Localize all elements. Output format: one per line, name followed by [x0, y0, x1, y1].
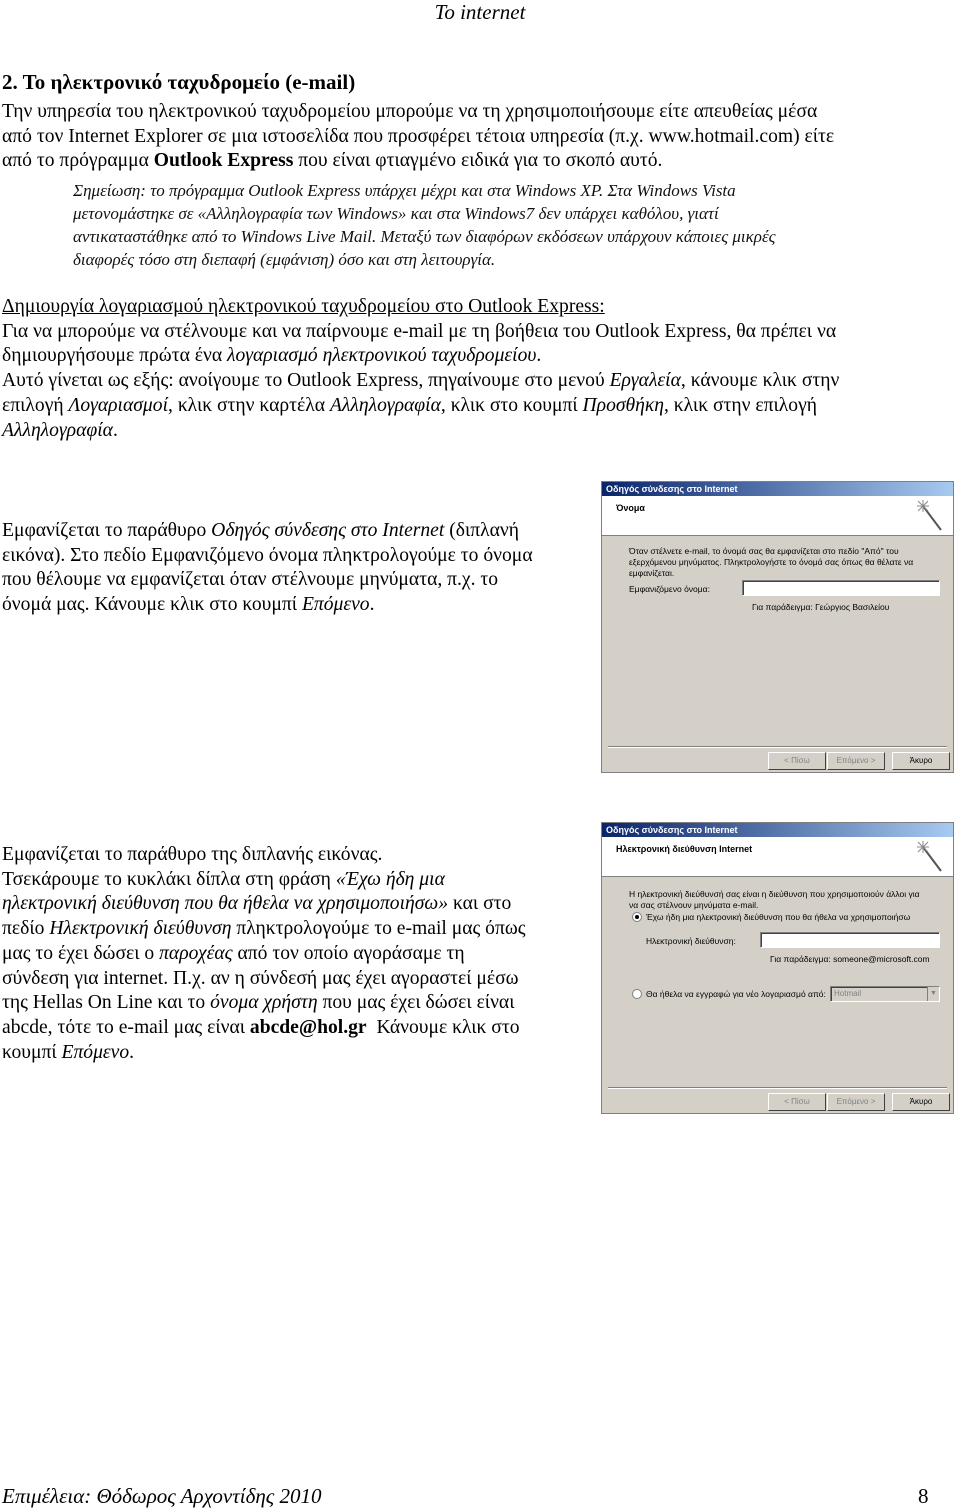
step2-line-5-post: από τον οποίο αγοράσαμε τη	[232, 942, 465, 964]
step2-line-8-pre: abcde, τότε το e-mail μας είναι	[2, 1016, 250, 1038]
new-account-label: Θα ήθελα να εγγραφώ για νέο λογαριασμό από:	[646, 989, 826, 999]
dialog-description	[629, 546, 913, 579]
dialog-separator	[608, 746, 947, 748]
account-p2-line-3	[2, 419, 938, 444]
account-heading: Δημιουργία λογαριασμού ηλεκτρονικού ταχυδρομείου στο Outlook Express:	[2, 296, 605, 317]
intro-line-3-post: που είναι φτιαγμένο ειδικά για το σκοπό αυτό.	[293, 150, 663, 172]
note-paragraph	[73, 179, 938, 271]
dialog2-title-bar: Οδηγός σύνδεσης στο Internet	[602, 823, 953, 837]
dialog2-step-title: Ηλεκτρονική διεύθυνση Internet	[616, 844, 753, 854]
account-p1-em: λογαριασμό ηλεκτρονικού ταχυδρομείου	[226, 345, 537, 367]
account-p2-line-2	[2, 394, 938, 419]
back-button[interactable]: < Πίσω	[768, 1093, 826, 1111]
step2-line-3-em: ηλεκτρονική διεύθυνση που θα ήθελα να χρησιμοποιήσω»	[2, 893, 449, 915]
step2-line-6: σύνδεση για internet. Π.χ. αν η σύνδεσή μας έχει αγοραστεί μέσω	[2, 967, 519, 989]
step2-line-2	[2, 868, 586, 893]
intro-paragraph	[2, 100, 938, 174]
dialog2-separator	[608, 1087, 947, 1089]
step2-line-4	[2, 917, 586, 942]
account-p1-line-1: Για να μπορούμε να στέλνουμε και να παίρνουμε e-mail με τη βοήθεια του Outlook Express, θα πρέπει να	[2, 320, 837, 342]
step2-line-7-pre: της Hellas On Line και το	[2, 992, 211, 1014]
step1-paragraph	[2, 519, 586, 618]
footer-credit: Επιμέλεια: Θόδωρος Αρχοντίδης 2010	[2, 1484, 322, 1508]
provider-em: παροχέας	[159, 942, 233, 964]
display-name-example: Για παράδειγμα: Γεώργιος Βασιλείου	[752, 602, 890, 612]
wizard-dialog-name	[601, 481, 954, 773]
wizard-wand-icon	[915, 500, 945, 532]
existing-address-label: Έχω ήδη μια ηλεκτρονική διεύθυνση που θα ήθελα να χρησιμοποιήσω	[646, 912, 911, 922]
step2-line-4-post: πληκτρολογούμε το e-mail μας όπως	[231, 918, 526, 940]
step2-line-8-post: Κάνουμε κλικ στο	[366, 1016, 520, 1038]
account-p2-line-2-a: επιλογή	[2, 394, 69, 416]
back-button[interactable]: < Πίσω	[768, 752, 826, 770]
step2-line-7-post: που μας έχει δώσει είναι	[317, 992, 515, 1014]
intro-line-1: Την υπηρεσία του ηλεκτρονικού ταχυδρομείου μπορούμε να τη χρησιμοποιήσουμε είτε απευθείας μέσα	[2, 101, 818, 122]
existing-address-radio[interactable]	[632, 912, 642, 922]
intro-line-3	[2, 149, 938, 174]
note-line-1: Σημείωση: το πρόγραμμα Outlook Express υπάρχει μέχρι και στα Windows XP. Στα Windows Vista	[73, 181, 736, 200]
next-em: Επόμενο	[301, 594, 370, 616]
step2-line-7	[2, 991, 586, 1016]
menu-tools-em: Εργαλεία	[609, 370, 681, 392]
step2-line-3-post: και στο	[448, 893, 512, 915]
email-address-example: Για παράδειγμα: someone@microsoft.com	[770, 954, 930, 964]
account-p2-line-1	[2, 369, 938, 394]
mail-option-em: Αλληλογραφία	[2, 419, 113, 441]
desc2-line-1: Η ηλεκτρονική διεύθυνσή σας είναι η διεύθυνση που χρησιμοποιούν άλλοι για	[629, 889, 920, 899]
cancel-button[interactable]: Άκυρο	[892, 752, 950, 770]
desc-line-1: Όταν στέλνετε e-mail, το όνομά σας θα εμφανίζεται στο πεδίο "Από" του	[629, 546, 899, 556]
intro-line-2: από τον Internet Explorer σε μια ιστοσελίδα που προσφέρει τέτοια υπηρεσία (π.χ. www.hotmail.com) είτε	[2, 125, 835, 147]
accounts-em: Λογαριασμοί	[68, 394, 169, 416]
chevron-down-icon[interactable]: ▼	[927, 987, 939, 1001]
step2-line-5-pre: μας το έχει δώσει ο	[2, 942, 160, 964]
cancel-button[interactable]: Άκυρο	[892, 1093, 950, 1111]
dialog2-description	[629, 889, 920, 911]
step1-line-1-post: (διπλανή	[444, 520, 520, 541]
step2-line-2-em: «Έχω ήδη μια	[335, 868, 445, 890]
wizard-dialog-email	[601, 822, 954, 1114]
step2-line-2-pre: Τσεκάρουμε το κυκλάκι δίπλα στη φράση	[2, 868, 336, 890]
dialog-title-bar: Οδηγός σύνδεσης στο Internet	[602, 482, 953, 496]
account-p2-line-2-c: , κλικ στο κουμπί	[440, 394, 583, 416]
account-p1-line-2-pre: δημιουργήσουμε πρώτα ένα	[2, 345, 227, 367]
intro-line-3-pre: από το πρόγραμμα	[2, 150, 154, 172]
step2-line-3	[2, 892, 586, 917]
provider-dropdown[interactable]	[830, 986, 940, 1002]
mail-tab-em: Αλληλογραφία	[329, 394, 441, 416]
desc2-line-2: να σας στέλνουν μηνύματα e-mail.	[629, 900, 759, 910]
note-line-2: μετονομάστηκε σε «Αλληλογραφία των Windows» και στα Windows7 δεν υπάρχει καθόλου, γιατί	[73, 204, 719, 223]
step2-line-4-pre: πεδίο	[2, 918, 50, 940]
step2-line-5	[2, 942, 586, 967]
note-line-3: αντικαταστάθηκε από το Windows Live Mail. Μεταξύ των διαφόρων εκδόσεων υπάρχουν κάποιες μικρές	[73, 227, 776, 246]
dialog-step-title: Όνομα	[616, 503, 645, 513]
step2-paragraph	[2, 843, 586, 1065]
account-p2-line-2-b: , κλικ στην καρτέλα	[168, 394, 330, 416]
page-number: 8	[918, 1484, 929, 1508]
display-name-label: Εμφανιζόμενο όνομα:	[629, 584, 710, 594]
step2-line-9	[2, 1041, 586, 1066]
step2-line-9-post: .	[129, 1041, 135, 1063]
email-address-input[interactable]	[760, 932, 940, 948]
step2-line-8	[2, 1016, 586, 1041]
wizard-wand-icon	[915, 841, 945, 873]
provider-dropdown-value: Hotmail	[834, 989, 862, 998]
account-p2-line-1-pre: Αυτό γίνεται ως εξής: ανοίγουμε το Outlook Express, πηγαίνουμε στο μενού	[2, 370, 610, 392]
step2-line-1: Εμφανίζεται το παράθυρο της διπλανής εικόνας.	[2, 844, 383, 865]
next-em-2: Επόμενο	[61, 1041, 130, 1063]
username-em: όνομα χρήστη	[210, 992, 318, 1014]
email-address-label: Ηλεκτρονική διεύθυνση:	[646, 936, 736, 946]
note-line-4: διαφορές τόσο στη διεπαφή (εμφάνιση) όσο και στη λειτουργία.	[73, 250, 496, 269]
account-p1-line-2	[2, 344, 938, 369]
outlook-express-bold: Outlook Express	[153, 150, 294, 172]
step1-line-2: εικόνα). Στο πεδίο Εμφανιζόμενο όνομα πληκτρολογούμε το όνομα	[2, 544, 533, 566]
add-button-em: Προσθήκη	[582, 394, 664, 416]
next-button[interactable]: Επόμενο >	[827, 752, 885, 770]
account-p1-line-2-post: .	[536, 345, 542, 367]
running-header: To internet	[434, 0, 526, 24]
step1-line-4-pre: όνομά μας. Κάνουμε κλικ στο κουμπί	[2, 594, 302, 616]
desc-line-3: εμφανίζεται.	[629, 568, 675, 578]
account-p2-line-2-d: , κλικ στην επιλογή	[664, 394, 818, 416]
section-heading: 2. Το ηλεκτρονικό ταχυδρομείο (e-mail)	[2, 70, 356, 94]
new-account-radio[interactable]	[632, 989, 642, 999]
account-p2-line-3-post: .	[112, 419, 118, 441]
step1-line-1-pre: Εμφανίζεται το παράθυρο	[2, 520, 212, 541]
dialog2-header-band	[602, 837, 953, 877]
step2-line-9-pre: κουμπί	[2, 1041, 62, 1063]
account-section	[2, 295, 938, 443]
dialog-header-band	[602, 496, 953, 536]
example-email-bold: abcde@hol.gr	[249, 1016, 367, 1038]
next-button[interactable]: Επόμενο >	[827, 1093, 885, 1111]
step1-line-1	[2, 519, 586, 544]
step1-line-4-post: .	[369, 594, 375, 616]
desc-line-2: εξερχόμενου μηνύματος. Πληκτρολογήστε το όνομά σας όπως θα θέλατε να	[629, 557, 914, 567]
wizard-name-em: Οδηγός σύνδεσης στο Internet	[211, 520, 445, 541]
account-p2-line-1-post: , κάνουμε κλικ στην	[680, 370, 840, 392]
step1-line-4	[2, 593, 586, 618]
display-name-input[interactable]	[742, 580, 940, 596]
step1-line-3: που θέλουμε να εμφανίζεται όταν στέλνουμε μηνύματα, π.χ. το	[2, 569, 499, 591]
email-field-em: Ηλεκτρονική διεύθυνση	[49, 918, 232, 940]
